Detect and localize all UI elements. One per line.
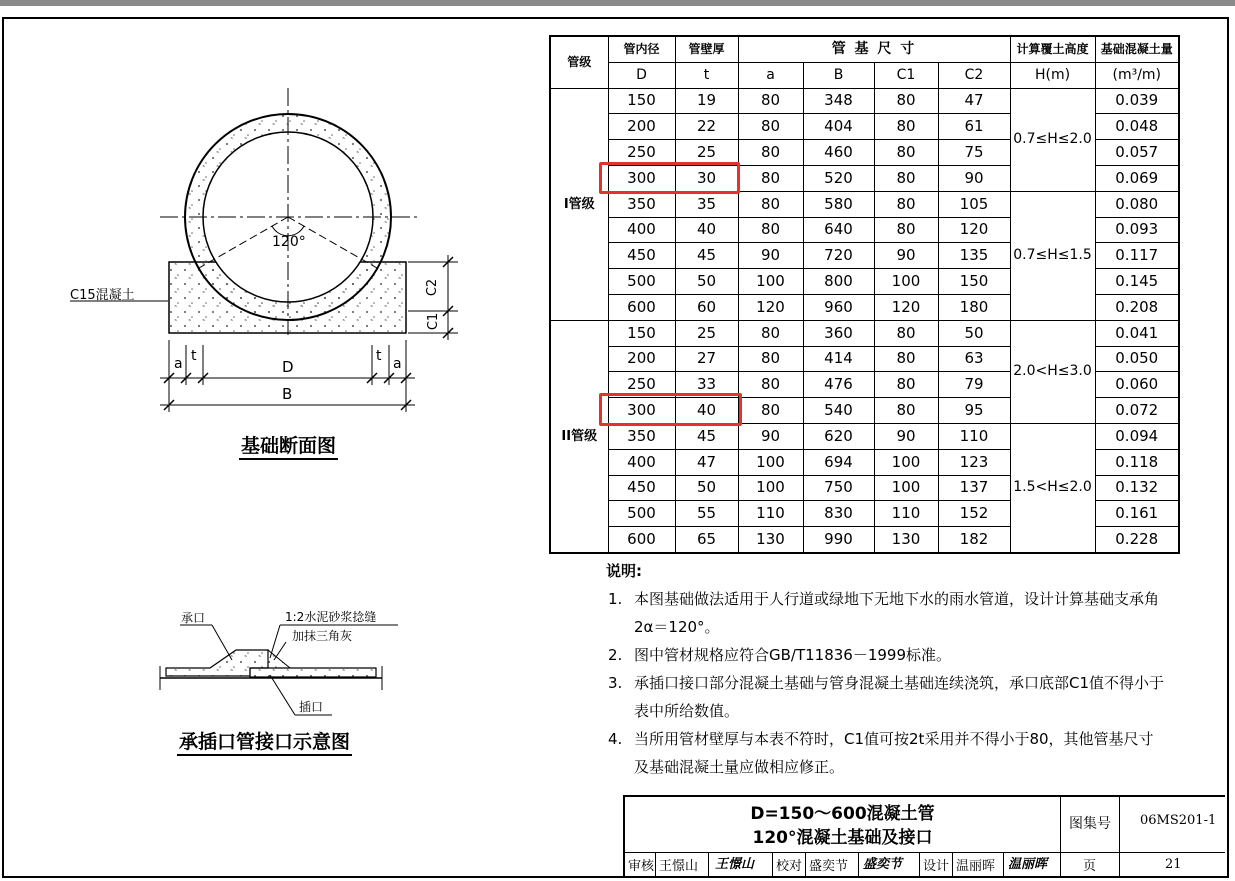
notes <box>606 557 1166 781</box>
table-cell: 200 <box>608 114 675 140</box>
volume-cell: 0.080 <box>1095 191 1179 217</box>
table-cell: 61 <box>938 114 1010 140</box>
checker-name: 盛奕节 <box>809 859 849 874</box>
table-cell: 80 <box>738 398 803 424</box>
reviewer-name: 王憬山 <box>659 859 699 874</box>
volume-cell: 0.048 <box>1095 114 1179 140</box>
fillet-label: 加抹三角灰 <box>292 629 353 643</box>
table-cell: 40 <box>675 217 738 243</box>
table-cell: 50 <box>675 475 738 501</box>
table-row <box>550 88 1179 114</box>
designer-name: 温丽晖 <box>956 859 996 874</box>
volume-cell: 0.161 <box>1095 501 1179 527</box>
highlight-grade2-300 <box>599 393 742 426</box>
note-number: 4. <box>608 730 623 748</box>
dim-c2-label: C2 <box>425 278 441 297</box>
table-cell: 800 <box>803 269 874 295</box>
table-cell: 830 <box>803 501 874 527</box>
table-cell: 300 <box>608 165 675 191</box>
table-cell: 580 <box>803 191 874 217</box>
table-row <box>550 191 1179 217</box>
table-cell: 79 <box>938 372 1010 398</box>
table-cell: 360 <box>803 320 874 346</box>
table-cell: 150 <box>938 269 1010 295</box>
note-item <box>606 585 1166 641</box>
table-cell: 90 <box>938 165 1010 191</box>
cover-range-cell: 1.5<H≤2.0 <box>1010 423 1095 552</box>
volume-cell: 0.208 <box>1095 294 1179 320</box>
table-cell: 90 <box>874 243 938 269</box>
spigot-label: 插口 <box>299 700 324 714</box>
table-cell: 80 <box>874 320 938 346</box>
grade-cell: II管级 <box>550 320 608 553</box>
table-cell: 150 <box>608 320 675 346</box>
page-label: 页 <box>1083 859 1097 874</box>
table-cell: 100 <box>738 269 803 295</box>
notes-title: 说明: <box>606 562 642 580</box>
design-label: 设计 <box>923 859 950 874</box>
volume-cell: 0.057 <box>1095 140 1179 166</box>
table-cell: 47 <box>675 449 738 475</box>
review-label: 审核 <box>628 859 655 874</box>
table-cell: 90 <box>738 423 803 449</box>
volume-cell: 0.117 <box>1095 243 1179 269</box>
table-cell: 180 <box>938 294 1010 320</box>
volume-cell: 0.041 <box>1095 320 1179 346</box>
table-cell: 123 <box>938 449 1010 475</box>
joint-caption: 承插口管接口示意图 <box>177 730 352 756</box>
table-cell: 100 <box>874 449 938 475</box>
volume-cell: 0.060 <box>1095 372 1179 398</box>
table-cell: 80 <box>738 88 803 114</box>
table-cell: 27 <box>675 346 738 372</box>
table-cell: 130 <box>738 527 803 553</box>
note-text: 本图基础做法适用于人行道或绿地下无地下水的雨水管道，设计计算基础支承角2α＝120°。 <box>634 590 1160 636</box>
header-c1: C1 <box>874 62 938 88</box>
volume-cell: 0.118 <box>1095 449 1179 475</box>
section-caption: 基础断面图 <box>239 434 338 460</box>
reviewer-signature: 王憬山 <box>715 857 755 872</box>
header-base-dims: 管 基 尺 寸 <box>738 36 1010 62</box>
pipe-base-spec-table <box>549 35 1180 554</box>
table-cell: 450 <box>608 243 675 269</box>
cover-range-cell: 0.7≤H≤1.5 <box>1010 191 1095 320</box>
spigot-pipe <box>250 668 376 677</box>
dim-b-label: B <box>282 385 293 403</box>
table-cell: 348 <box>803 88 874 114</box>
title-block <box>623 795 1225 877</box>
table-cell: 250 <box>608 372 675 398</box>
table-cell: 22 <box>675 114 738 140</box>
table-cell: 100 <box>738 449 803 475</box>
checker-signature: 盛奕节 <box>863 857 903 872</box>
table-cell: 47 <box>938 88 1010 114</box>
note-text: 承插口接口部分混凝土基础与管身混凝土基础连续浇筑，承口底部C1值不得小于表中所给数值。 <box>634 674 1165 720</box>
table-cell: 30 <box>675 165 738 191</box>
note-text: 图中管材规格应符合GB/T11836－1999标准。 <box>634 646 952 664</box>
table-cell: 120 <box>938 217 1010 243</box>
table-cell: 80 <box>874 398 938 424</box>
header-cover: 计算覆土高度 <box>1010 36 1095 62</box>
highlight-grade1-300 <box>599 162 740 194</box>
header-cover-unit: H(m) <box>1010 62 1095 88</box>
table-cell: 750 <box>803 475 874 501</box>
volume-cell: 0.093 <box>1095 217 1179 243</box>
table-cell: 960 <box>803 294 874 320</box>
table-cell: 80 <box>738 165 803 191</box>
table-cell: 33 <box>675 372 738 398</box>
table-cell: 500 <box>608 501 675 527</box>
header-inner-d: 管内径 <box>608 36 675 62</box>
header-wall-t-sym: t <box>675 62 738 88</box>
table-cell: 80 <box>874 140 938 166</box>
dim-c1-label: C1 <box>426 312 442 331</box>
volume-cell: 0.039 <box>1095 88 1179 114</box>
table-cell: 45 <box>675 243 738 269</box>
dim-t-left-label: t <box>191 348 197 364</box>
concrete-label: C15混凝土 <box>70 288 135 303</box>
table-cell: 80 <box>874 191 938 217</box>
table-cell: 35 <box>675 191 738 217</box>
table-cell: 80 <box>738 114 803 140</box>
angle-label: 120° <box>272 234 306 250</box>
header-volume-unit: (m³/m) <box>1095 62 1179 88</box>
table-row <box>550 320 1179 346</box>
table-cell: 990 <box>803 527 874 553</box>
dim-a-left-label: a <box>174 356 183 372</box>
note-number: 1. <box>608 590 623 608</box>
table-cell: 520 <box>803 165 874 191</box>
table-cell: 414 <box>803 346 874 372</box>
table-cell: 720 <box>803 243 874 269</box>
table-cell: 45 <box>675 423 738 449</box>
volume-cell: 0.132 <box>1095 475 1179 501</box>
socket-label: 承口 <box>181 611 206 625</box>
table-cell: 80 <box>738 191 803 217</box>
page-number: 21 <box>1165 857 1182 872</box>
header-b: B <box>803 62 874 88</box>
table-cell: 80 <box>874 114 938 140</box>
table-cell: 694 <box>803 449 874 475</box>
table-cell: 40 <box>675 398 738 424</box>
table-cell: 100 <box>738 475 803 501</box>
table-cell: 75 <box>938 140 1010 166</box>
table-cell: 110 <box>738 501 803 527</box>
table-cell: 80 <box>738 372 803 398</box>
header-wall-t: 管壁厚 <box>675 36 738 62</box>
note-number: 2. <box>608 646 623 664</box>
table-cell: 135 <box>938 243 1010 269</box>
cover-range-cell: 2.0<H≤3.0 <box>1010 320 1095 423</box>
drawing-title-line1: D=150～600混凝土管 <box>750 804 935 824</box>
table-cell: 540 <box>803 398 874 424</box>
table-cell: 350 <box>608 423 675 449</box>
volume-cell: 0.094 <box>1095 423 1179 449</box>
table-cell: 80 <box>874 165 938 191</box>
table-cell: 460 <box>803 140 874 166</box>
note-item <box>606 641 1166 669</box>
check-label: 校对 <box>776 859 803 874</box>
volume-cell: 0.050 <box>1095 346 1179 372</box>
table-cell: 90 <box>738 243 803 269</box>
header-grade: 管级 <box>550 36 608 88</box>
joint-drawing <box>160 625 398 715</box>
header-inner-d-sym: D <box>608 62 675 88</box>
table-cell: 137 <box>938 475 1010 501</box>
table-cell: 80 <box>738 217 803 243</box>
atlas-number: 06MS201-1 <box>1140 813 1217 828</box>
table-cell: 65 <box>675 527 738 553</box>
table-cell: 60 <box>675 294 738 320</box>
table-cell: 80 <box>874 372 938 398</box>
table-cell: 80 <box>874 346 938 372</box>
table-cell: 19 <box>675 88 738 114</box>
header-a: a <box>738 62 803 88</box>
table-cell: 404 <box>803 114 874 140</box>
table-cell: 80 <box>738 346 803 372</box>
table-cell: 50 <box>938 320 1010 346</box>
table-cell: 620 <box>803 423 874 449</box>
table-cell: 400 <box>608 449 675 475</box>
table-cell: 25 <box>675 140 738 166</box>
table-cell: 55 <box>675 501 738 527</box>
table-cell: 150 <box>608 88 675 114</box>
table-cell: 90 <box>874 423 938 449</box>
table-cell: 640 <box>803 217 874 243</box>
table-cell: 130 <box>874 527 938 553</box>
table-cell: 80 <box>738 140 803 166</box>
table-cell: 95 <box>938 398 1010 424</box>
volume-cell: 0.228 <box>1095 527 1179 553</box>
note-text: 当所用管材壁厚与本表不符时，C1值可按2t采用并不得小于80，其他管基尺寸及基础混凝土量应做相应修正。 <box>634 730 1154 776</box>
table-cell: 50 <box>675 269 738 295</box>
table-cell: 250 <box>608 140 675 166</box>
drawing-title-line2: 120°混凝土基础及接口 <box>752 828 933 848</box>
table-cell: 600 <box>608 294 675 320</box>
atlas-label: 图集号 <box>1069 816 1111 832</box>
table-cell: 80 <box>738 320 803 346</box>
table-cell: 105 <box>938 191 1010 217</box>
table-row <box>550 423 1179 449</box>
dim-t-right-label: t <box>376 348 382 364</box>
table-cell: 200 <box>608 346 675 372</box>
volume-cell: 0.145 <box>1095 269 1179 295</box>
dim-a-right-label: a <box>393 356 402 372</box>
table-cell: 63 <box>938 346 1010 372</box>
note-item <box>606 669 1166 725</box>
table-cell: 110 <box>938 423 1010 449</box>
mortar-label: 1:2水泥砂浆捻缝 <box>285 610 377 624</box>
table-cell: 80 <box>874 88 938 114</box>
designer-signature: 温丽晖 <box>1008 857 1048 872</box>
grade-cell: I管级 <box>550 88 608 320</box>
table-cell: 350 <box>608 191 675 217</box>
table-cell: 182 <box>938 527 1010 553</box>
table-cell: 500 <box>608 269 675 295</box>
table-cell: 100 <box>874 269 938 295</box>
header-c2: C2 <box>938 62 1010 88</box>
dim-d-label: D <box>282 358 294 376</box>
table-cell: 120 <box>874 294 938 320</box>
note-number: 3. <box>608 674 623 692</box>
table-cell: 100 <box>874 475 938 501</box>
table-cell: 80 <box>874 217 938 243</box>
note-item <box>606 725 1166 781</box>
header-volume: 基础混凝土量 <box>1095 36 1179 62</box>
table-cell: 25 <box>675 320 738 346</box>
table-cell: 600 <box>608 527 675 553</box>
table-cell: 300 <box>608 398 675 424</box>
table-cell: 476 <box>803 372 874 398</box>
cover-range-cell: 0.7≤H≤2.0 <box>1010 88 1095 191</box>
volume-cell: 0.072 <box>1095 398 1179 424</box>
table-cell: 400 <box>608 217 675 243</box>
table-cell: 120 <box>738 294 803 320</box>
table-cell: 152 <box>938 501 1010 527</box>
table-cell: 450 <box>608 475 675 501</box>
table-cell: 110 <box>874 501 938 527</box>
volume-cell: 0.069 <box>1095 165 1179 191</box>
